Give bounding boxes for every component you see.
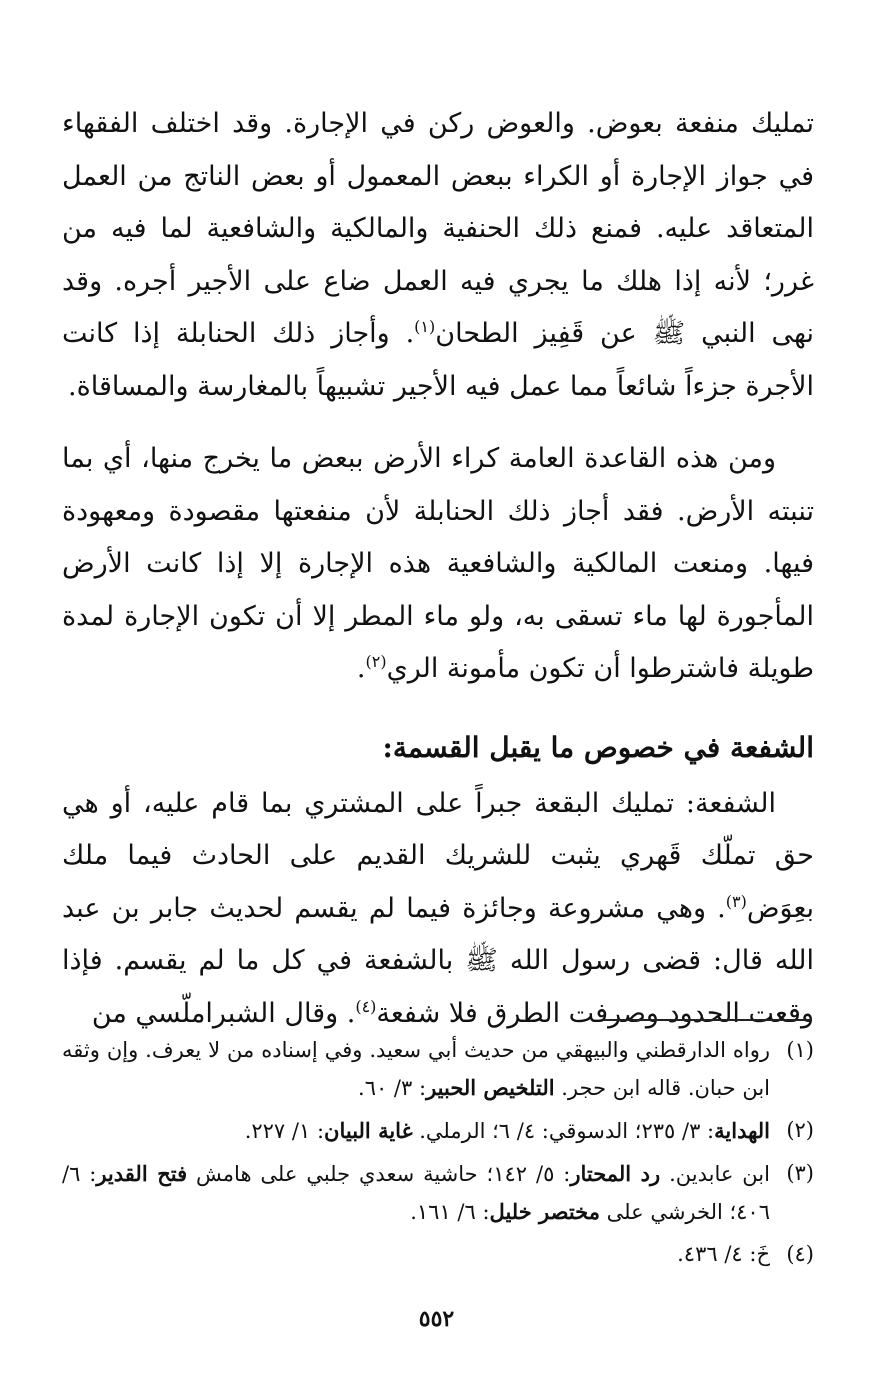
footnote-number: (٤): [786, 1242, 814, 1266]
paragraph-3-text-a: الشفعة: تمليك البقعة جبراً على المشتري بما قام عليه، أو هي حق تملّك قَهري يثبت للشريك القديم على الحادث فيما ملك بعِوَض: [62, 787, 814, 924]
footnote-source-title: فتح القدير: [96, 1161, 188, 1186]
footnote-citation: : ٦/ ١٦١.: [410, 1200, 490, 1224]
footnote-ref-4[interactable]: (٤): [355, 996, 377, 1016]
footnote-2: [62, 1112, 814, 1150]
footnote-4: [62, 1236, 814, 1273]
paragraph-1-tail: . وأجاز ذلك الحنابلة إذا كانت الأجرة جزءاً شائعاً مما عمل فيه الأجير تشبيهاً بالمغارسة والمساقاة.: [62, 318, 814, 402]
paragraph-2: [62, 433, 814, 696]
section-heading: الشفعة في خصوص ما يقبل القسمة:: [382, 730, 814, 764]
footnote-source-title: رد المحتار: [570, 1161, 661, 1186]
footnotes: [62, 1032, 814, 1278]
paragraph-2-tail: .: [356, 653, 366, 684]
footnote-text: خَ: ٤/ ٤٣٦.: [677, 1242, 770, 1266]
paragraph-3-text-c: . وقال الشبراملّسي من: [91, 997, 356, 1029]
footnote-separator: [603, 1019, 811, 1021]
footnote-number: (٢): [786, 1118, 814, 1142]
paragraph-3: [62, 778, 814, 1041]
paragraph-3-text-b: . وهي مشروعة وجائزة فيما لم يقسم لحديث جابر بن عبد الله قال: قضى رسول الله ﷺ بالشفعة في كل ما لم يقسم. فإذا وقعت الحدود وصرفت الطرق فلا شفعة: [62, 892, 814, 1029]
footnote-number: (١): [786, 1038, 814, 1062]
footnote-source-title: غاية البيان: [324, 1118, 413, 1143]
footnote-citation: : ٥/ ١٤٢؛ حاشية سعدي جلبي على هامش: [187, 1162, 571, 1186]
footnote-ref-1[interactable]: (١): [414, 317, 436, 336]
page-number: ٥٥٢: [418, 1306, 455, 1332]
paragraph-1-text: تمليك منفعة بعوض. والعوض ركن في الإجارة. وقد اختلف الفقهاء في جواز الإجارة أو الكراء ببعض المعمول أو بعض الناتج من العمل المتعاقد عليه. فمنع ذلك الحنفية والمالكية والشافعية لما فيه من غرر؛ لأنه إذا هلك ما يجري فيه العمل ضاع على الأجير أجره. وقد نهى النبي ﷺ عن قَفِيز الطحان: [62, 108, 814, 349]
paragraph-1: [62, 98, 814, 413]
footnote-source-title: التلخيص الحبير: [426, 1075, 555, 1100]
footnote-ref-2[interactable]: (٢): [365, 652, 387, 671]
footnote-text: ابن عابدين.: [660, 1162, 770, 1186]
footnote-citation: : ١/ ٢٢٧.: [244, 1119, 325, 1143]
footnote-number: (٣): [786, 1161, 814, 1185]
footnote-citation: : ٣/ ٦٠.: [358, 1076, 427, 1100]
footnote-3: [62, 1155, 814, 1231]
footnote-1: [62, 1032, 814, 1107]
footnote-ref-3[interactable]: (٣): [725, 891, 747, 911]
main-text: [62, 98, 814, 1040]
footnote-source-title: الهداية: [714, 1118, 770, 1143]
footnote-citation: : ٣/ ٢٣٥؛ الدسوقي: ٤/ ٦؛ الرملي.: [412, 1119, 715, 1143]
footnote-text: رواه الدارقطني والبيهقي من حديث أبي سعيد. وفي إسناده من لا يعرف. وإن وثقه ابن حبان. قاله ابن حجر.: [62, 1038, 770, 1100]
paragraph-2-text: ومن هذه القاعدة العامة كراء الأرض ببعض ما يخرج منها، أي بما تنبته الأرض. فقد أجاز ذلك الحنابلة لأن منفعتها مقصودة ومعهودة فيها. ومنعت المالكية والشافعية هذه الإجارة إلا إذا كانت الأرض المأجورة لها ماء تسقى به، ولو ماء المطر إلا أن تكون الإجارة لمدة طويلة فاشترطوا أن تكون مأمونة الري: [62, 443, 814, 684]
footnote-source-title: مختصر خليل: [489, 1199, 600, 1224]
footnote-citation: : ٦/ ٤٠٦؛ الخرشي على: [62, 1162, 770, 1224]
